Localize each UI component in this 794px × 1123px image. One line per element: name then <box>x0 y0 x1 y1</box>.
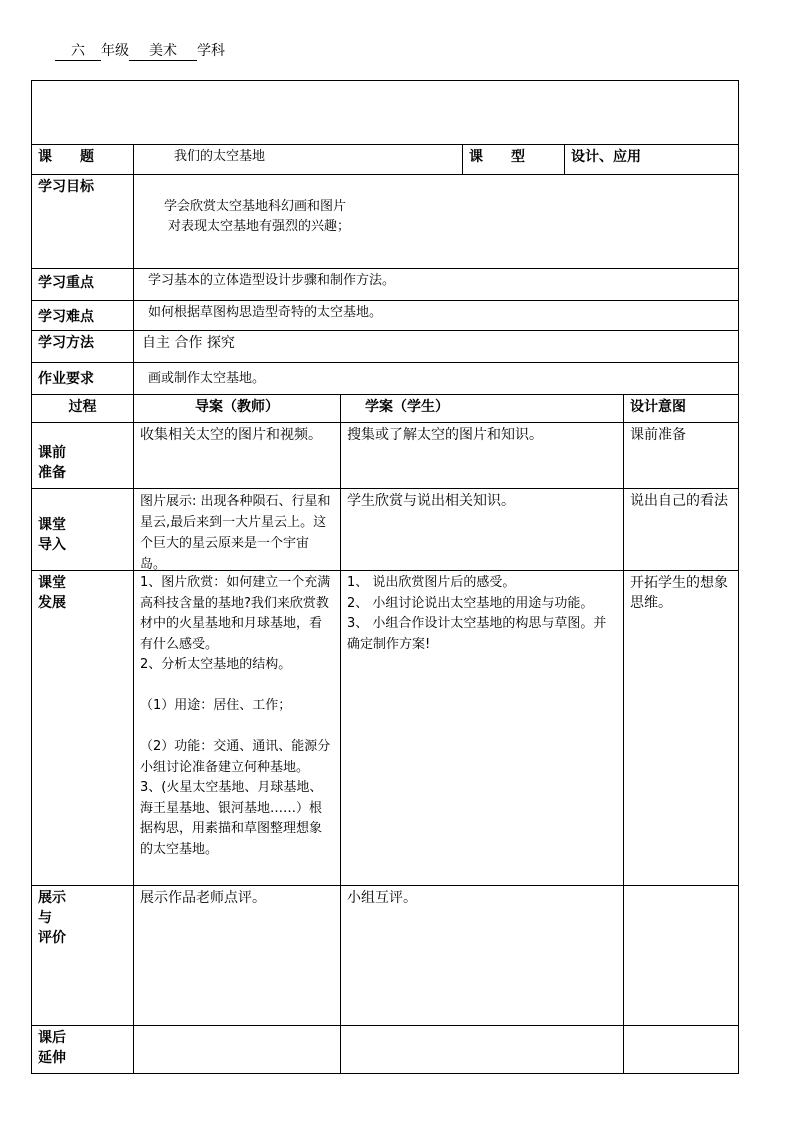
intent-cell: 说出自己的看法 <box>624 489 738 571</box>
subject-label: 学科 <box>197 43 225 59</box>
intent-cell <box>624 886 738 1026</box>
stage-label: 展示 与 评价 <box>32 886 134 1026</box>
goals-label: 学习目标 <box>32 175 134 269</box>
page-header <box>55 40 225 61</box>
method-value: 自主 合作 探究 <box>134 331 738 363</box>
difficulty-value: 如何根据草图构思造型奇特的太空基地。 <box>134 301 738 331</box>
topic-label: 课 题 <box>32 145 134 175</box>
student-cell: 小组互评。 <box>341 886 624 1026</box>
col-header-student: 学案（学生） <box>341 395 624 423</box>
col-header-process: 过程 <box>32 395 134 423</box>
method-label: 学习方法 <box>32 331 134 363</box>
subject-value: 美术 <box>129 40 197 61</box>
grade-label: 年级 <box>101 43 129 59</box>
goals-value <box>134 175 738 269</box>
focus-label: 学习重点 <box>32 269 134 301</box>
type-value: 设计、应用 <box>565 145 738 175</box>
goal-item: 对表现太空基地有强烈的兴趣； <box>168 219 351 234</box>
focus-value: 学习基本的立体造型设计步骤和制作方法。 <box>134 269 738 301</box>
homework-value: 画或制作太空基地。 <box>134 363 738 395</box>
grade-value: 六 <box>55 40 101 61</box>
blank-title-row <box>32 81 738 145</box>
student-cell: 搜集或了解太空的图片和知识。 <box>341 423 624 489</box>
goal-item: 学会欣赏太空基地科幻画和图片 <box>164 199 347 214</box>
student-cell <box>341 1026 624 1073</box>
teacher-cell: 1、图片欣赏：如何建立一个充满高科技含量的基地?我们来欣赏教材中的火星基地和月球基地，看有什么感受。 2、分析太空基地的结构。 （1）用途：居住、工作； （2）功能：交通、通讯、能源分小组讨论准备建立何种基地。 3、(火星太空基地、月球基地、海王星基地、银河基地……）根据构思，用素描和草图整理想象的太空基地。 <box>134 571 341 886</box>
intent-cell: 开拓学生的想象思维。 <box>624 571 738 886</box>
stage-label: 课前 准备 <box>32 423 134 489</box>
student-cell: 1、 说出欣赏图片后的感受。 2、 小组讨论说出太空基地的用途与功能。 3、 小组合作设计太空基地的构思与草图。并确定制作方案! <box>341 571 624 886</box>
student-cell: 学生欣赏与说出相关知识。 <box>341 489 624 571</box>
stage-label: 课后 延伸 <box>32 1026 134 1073</box>
teacher-cell: 收集相关太空的图片和视频。 <box>134 423 341 489</box>
difficulty-label: 学习难点 <box>32 301 134 331</box>
intent-cell <box>624 1026 738 1073</box>
homework-label: 作业要求 <box>32 363 134 395</box>
teacher-cell: 展示作品老师点评。 <box>134 886 341 1026</box>
teacher-cell <box>134 1026 341 1073</box>
col-header-intent: 设计意图 <box>624 395 738 423</box>
stage-label: 课堂 导入 <box>32 489 134 571</box>
stage-label: 课堂 发展 <box>32 571 134 886</box>
teacher-cell: 图片展示: 出现各种陨石、行星和星云,最后来到一大片星云上。这个巨大的星云原来是一个宇宙岛。 <box>134 489 341 571</box>
lesson-plan-table <box>31 80 739 1074</box>
topic-value: 我们的太空基地 <box>134 145 463 175</box>
intent-cell: 课前准备 <box>624 423 738 489</box>
type-label: 课 型 <box>463 145 565 175</box>
col-header-teacher: 导案（教师） <box>134 395 341 423</box>
